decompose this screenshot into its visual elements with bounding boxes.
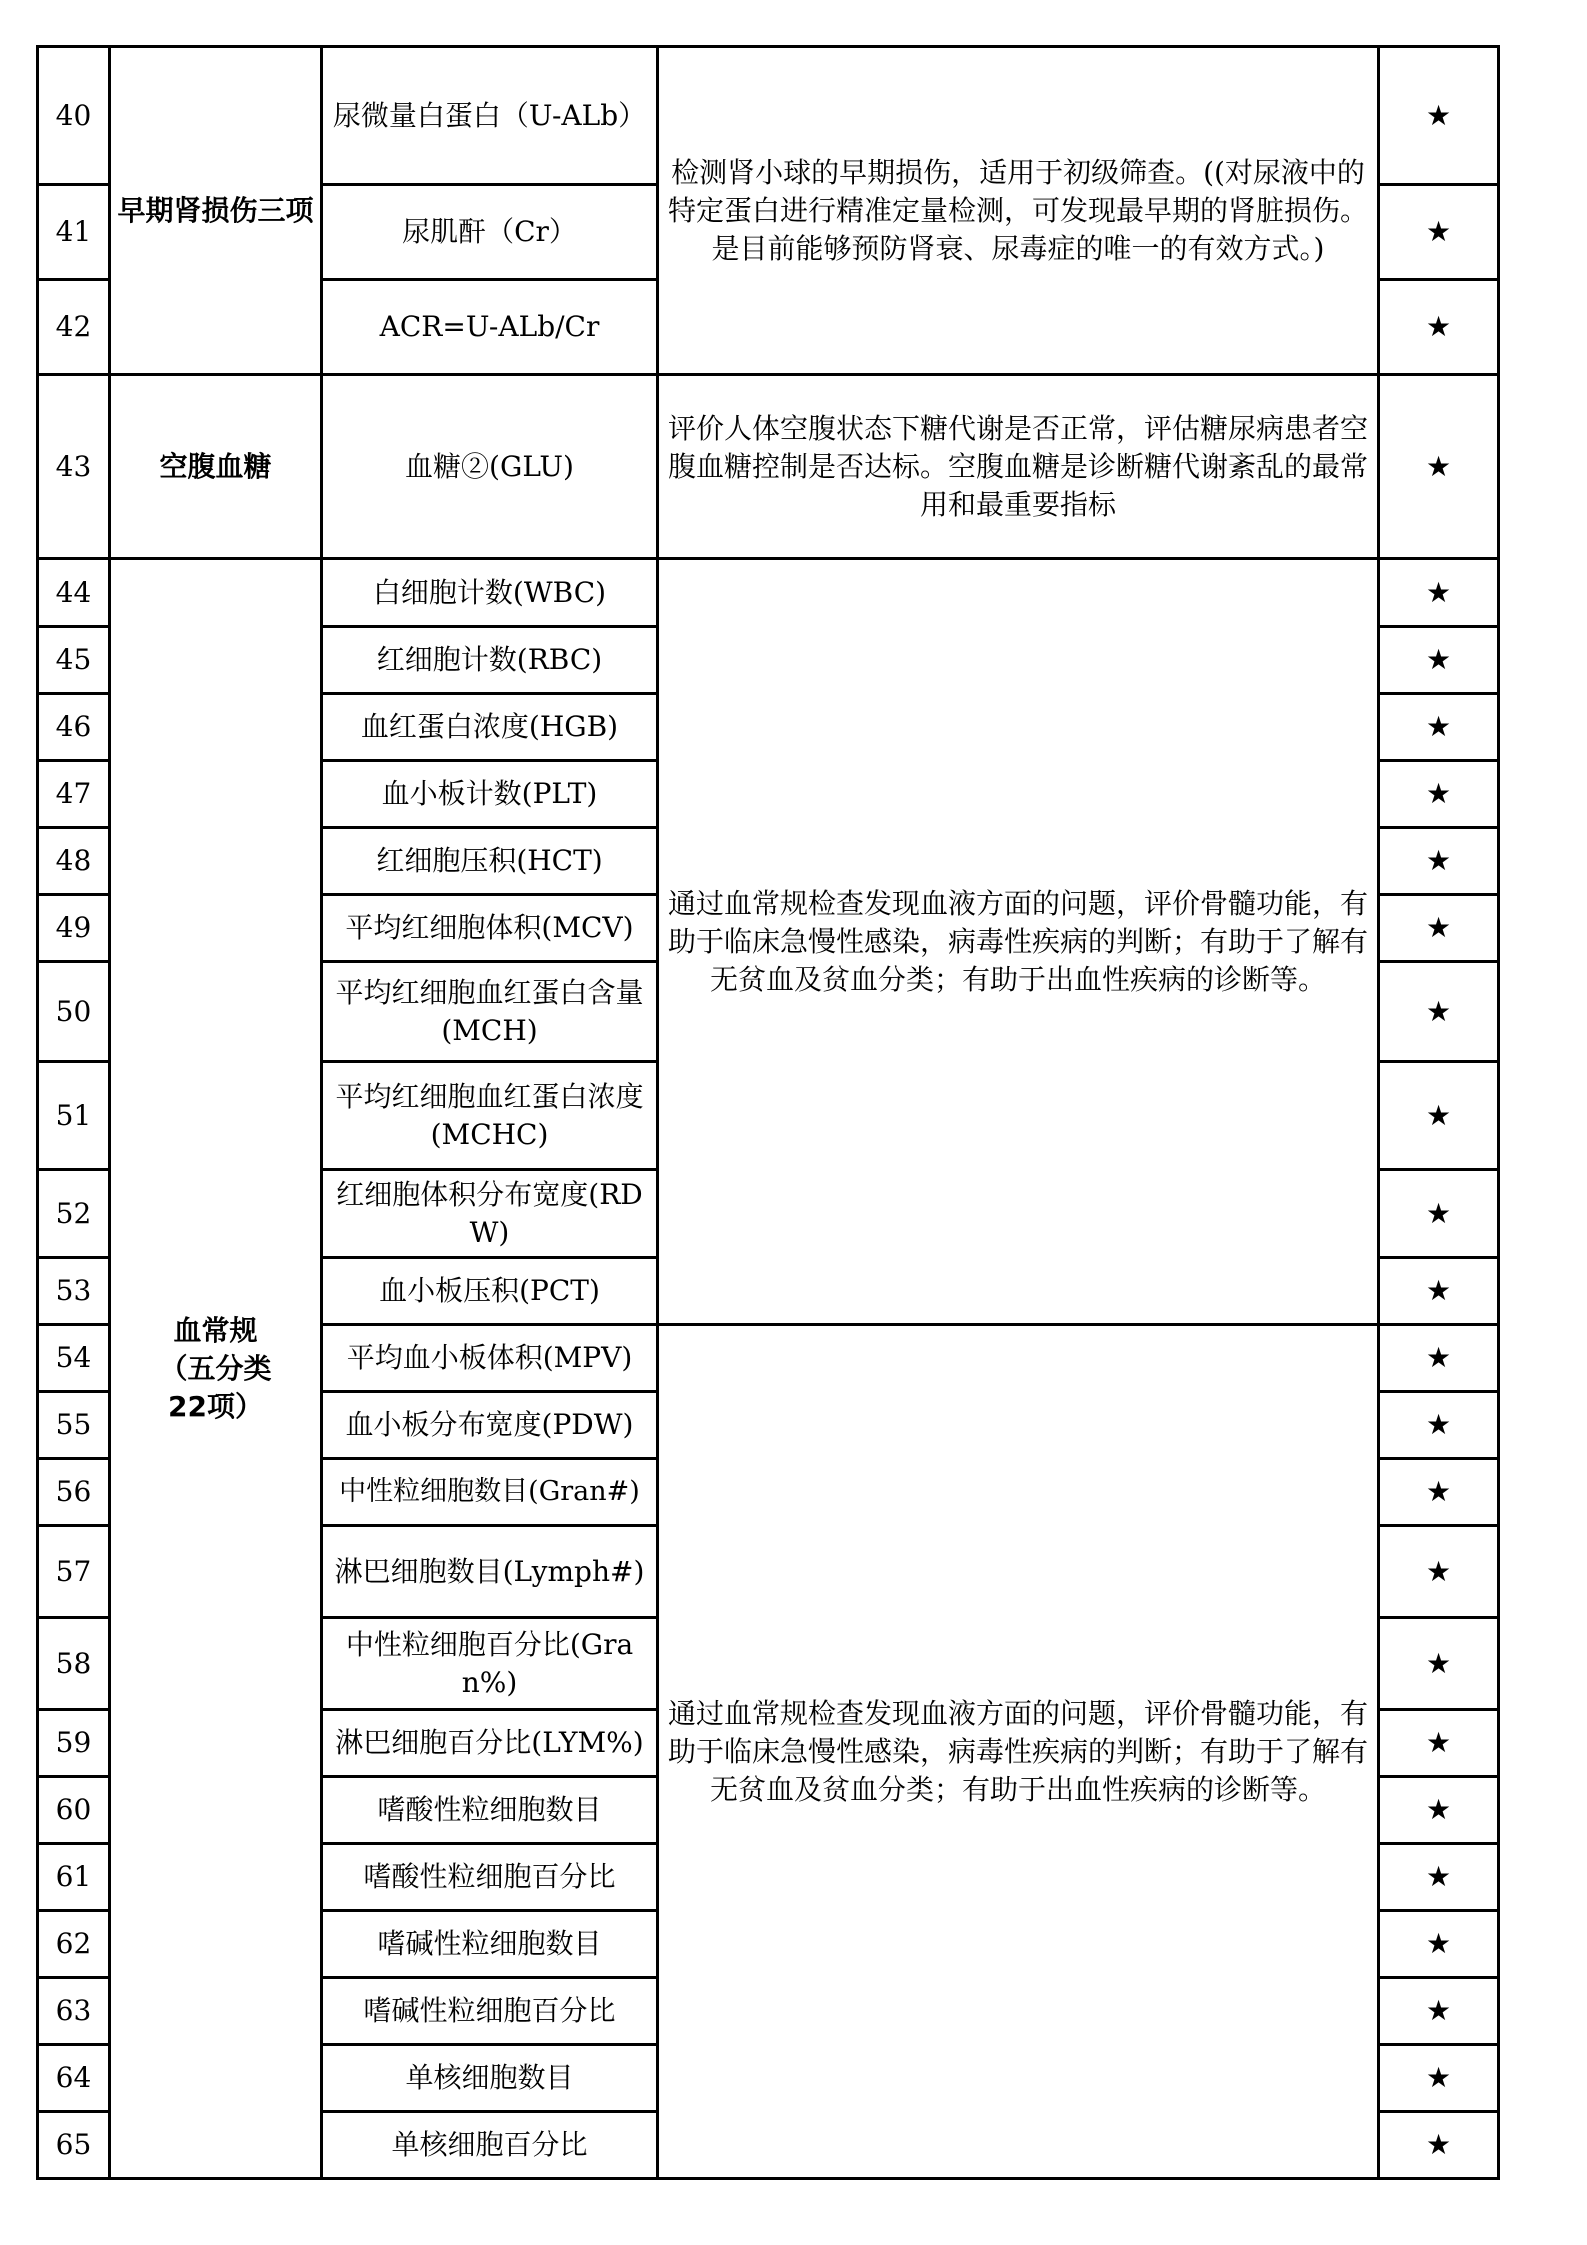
row-number: 61 [38, 1844, 110, 1911]
row-number: 43 [38, 375, 110, 559]
row-number: 52 [38, 1170, 110, 1258]
star-icon: ★ [1379, 627, 1499, 694]
item-name: 淋巴细胞数目(Lymph#) [322, 1526, 658, 1618]
row-number: 50 [38, 962, 110, 1062]
row-number: 40 [38, 47, 110, 185]
star-icon: ★ [1379, 1978, 1499, 2045]
row-number: 65 [38, 2112, 110, 2179]
row-number: 51 [38, 1062, 110, 1170]
item-name: 嗜碱性粒细胞百分比 [322, 1978, 658, 2045]
row-number: 60 [38, 1777, 110, 1844]
star-icon: ★ [1379, 280, 1499, 375]
item-name: 平均红细胞血红蛋白浓度(MCHC) [322, 1062, 658, 1170]
row-number: 46 [38, 694, 110, 761]
row-number: 47 [38, 761, 110, 828]
item-name: 嗜酸性粒细胞百分比 [322, 1844, 658, 1911]
star-icon: ★ [1379, 1258, 1499, 1325]
star-icon: ★ [1379, 694, 1499, 761]
item-name: 单核细胞数目 [322, 2045, 658, 2112]
description-cell: 通过血常规检查发现血液方面的问题，评价骨髓功能，有助于临床急慢性感染，病毒性疾病的判断；有助于了解有无贫血及贫血分类；有助于出血性疾病的诊断等。 [658, 1325, 1379, 2179]
star-icon: ★ [1379, 1844, 1499, 1911]
row-number: 58 [38, 1618, 110, 1710]
row-number: 59 [38, 1710, 110, 1777]
row-number: 56 [38, 1459, 110, 1526]
item-name: 尿微量白蛋白（U-ALb） [322, 47, 658, 185]
star-icon: ★ [1379, 185, 1499, 280]
item-name: 血小板压积(PCT) [322, 1258, 658, 1325]
description-cell: 检测肾小球的早期损伤，适用于初级筛查。((对尿液中的特定蛋白进行精准定量检测，可发现最早期的肾脏损伤。是目前能够预防肾衰、尿毒症的唯一的有效方式。) [658, 47, 1379, 375]
row-number: 44 [38, 559, 110, 627]
item-name: ACR=U-ALb/Cr [322, 280, 658, 375]
description-cell: 通过血常规检查发现血液方面的问题，评价骨髓功能，有助于临床急慢性感染，病毒性疾病的判断；有助于了解有无贫血及贫血分类；有助于出血性疾病的诊断等。 [658, 559, 1379, 1325]
description-cell: 评价人体空腹状态下糖代谢是否正常，评估糖尿病患者空腹血糖控制是否达标。空腹血糖是诊断糖代谢紊乱的最常用和最重要指标 [658, 375, 1379, 559]
exam-items-table [36, 45, 1500, 2180]
item-name: 单核细胞百分比 [322, 2112, 658, 2179]
table-row [38, 375, 1499, 559]
row-number: 41 [38, 185, 110, 280]
category-cell: 空腹血糖 [110, 375, 322, 559]
row-number: 57 [38, 1526, 110, 1618]
item-name: 嗜酸性粒细胞数目 [322, 1777, 658, 1844]
star-icon: ★ [1379, 761, 1499, 828]
item-name: 血小板计数(PLT) [322, 761, 658, 828]
row-number: 49 [38, 895, 110, 962]
star-icon: ★ [1379, 1911, 1499, 1978]
row-number: 63 [38, 1978, 110, 2045]
star-icon: ★ [1379, 1618, 1499, 1710]
category-cell: 早期肾损伤三项 [110, 47, 322, 375]
item-name: 中性粒细胞百分比(Gran%) [322, 1618, 658, 1710]
item-name: 嗜碱性粒细胞数目 [322, 1911, 658, 1978]
item-name: 中性粒细胞数目(Gran#) [322, 1459, 658, 1526]
row-number: 48 [38, 828, 110, 895]
star-icon: ★ [1379, 1777, 1499, 1844]
item-name: 血小板分布宽度(PDW) [322, 1392, 658, 1459]
item-name: 红细胞计数(RBC) [322, 627, 658, 694]
star-icon: ★ [1379, 895, 1499, 962]
category-cell: 血常规（五分类22项） [110, 559, 322, 2179]
item-name: 尿肌酐（Cr） [322, 185, 658, 280]
item-name: 平均血小板体积(MPV) [322, 1325, 658, 1392]
item-name: 平均红细胞体积(MCV) [322, 895, 658, 962]
row-number: 62 [38, 1911, 110, 1978]
star-icon: ★ [1379, 1459, 1499, 1526]
item-name: 血糖②(GLU) [322, 375, 658, 559]
item-name: 红细胞压积(HCT) [322, 828, 658, 895]
row-number: 64 [38, 2045, 110, 2112]
star-icon: ★ [1379, 1710, 1499, 1777]
star-icon: ★ [1379, 962, 1499, 1062]
row-number: 55 [38, 1392, 110, 1459]
item-name: 血红蛋白浓度(HGB) [322, 694, 658, 761]
table-row [38, 559, 1499, 627]
star-icon: ★ [1379, 559, 1499, 627]
item-name: 平均红细胞血红蛋白含量(MCH) [322, 962, 658, 1062]
star-icon: ★ [1379, 47, 1499, 185]
star-icon: ★ [1379, 1062, 1499, 1170]
table-row [38, 47, 1499, 185]
star-icon: ★ [1379, 1170, 1499, 1258]
row-number: 45 [38, 627, 110, 694]
star-icon: ★ [1379, 828, 1499, 895]
item-name: 红细胞体积分布宽度(RDW) [322, 1170, 658, 1258]
row-number: 42 [38, 280, 110, 375]
star-icon: ★ [1379, 2112, 1499, 2179]
star-icon: ★ [1379, 2045, 1499, 2112]
item-name: 淋巴细胞百分比(LYM%) [322, 1710, 658, 1777]
star-icon: ★ [1379, 1325, 1499, 1392]
star-icon: ★ [1379, 1526, 1499, 1618]
item-name: 白细胞计数(WBC) [322, 559, 658, 627]
row-number: 54 [38, 1325, 110, 1392]
star-icon: ★ [1379, 375, 1499, 559]
star-icon: ★ [1379, 1392, 1499, 1459]
row-number: 53 [38, 1258, 110, 1325]
